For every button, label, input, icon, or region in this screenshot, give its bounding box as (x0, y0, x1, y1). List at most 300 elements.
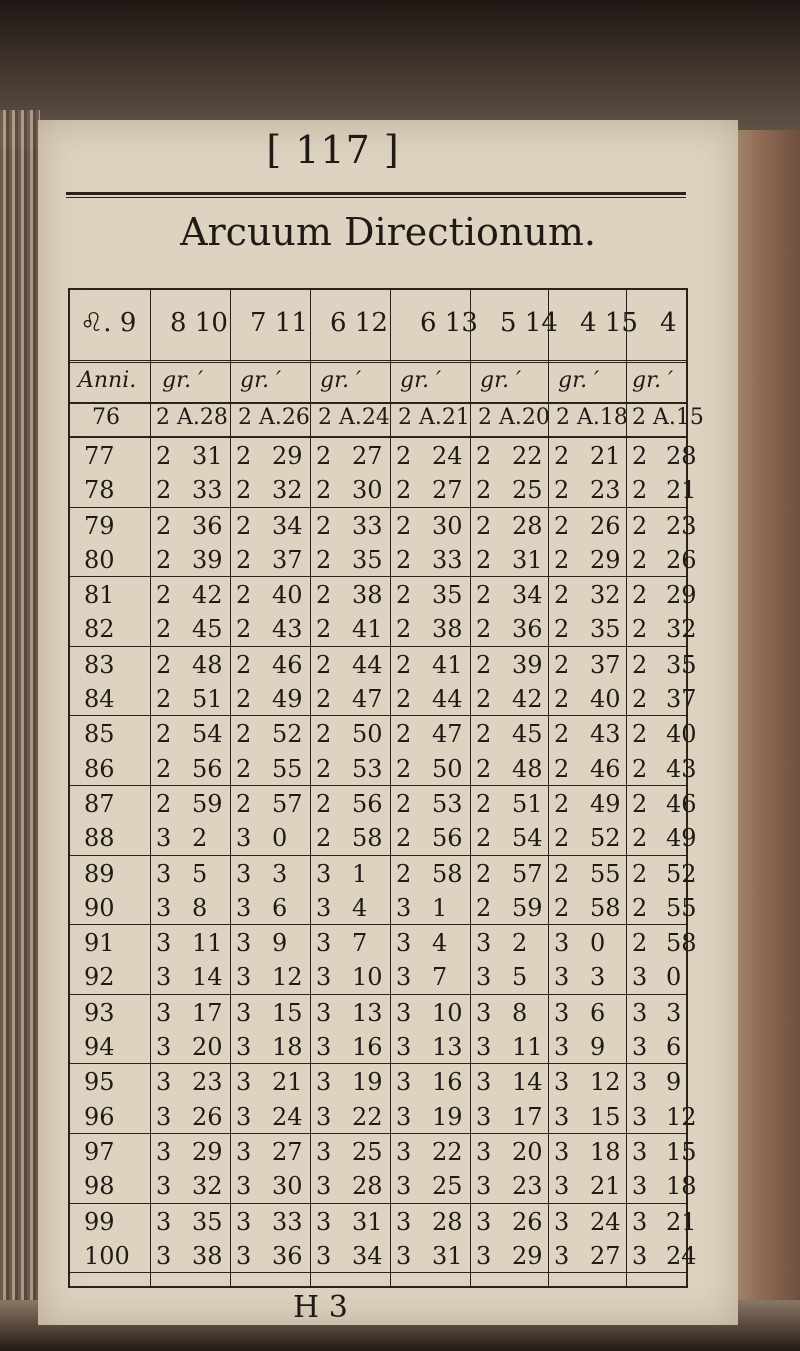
degree-cell: 2 (396, 789, 412, 818)
table-row (70, 1029, 686, 1064)
degree-cell: 3 (554, 1102, 570, 1131)
year-cell: 81 (84, 581, 115, 610)
degree-cell: 2 (476, 789, 492, 818)
degree-cell: 2 (476, 893, 492, 922)
degree-cell: 2 (316, 789, 332, 818)
degree-cell: 2 (476, 442, 492, 470)
table-row (70, 820, 697, 855)
minute-cell: 24 (432, 442, 463, 470)
minute-cell: 7 (352, 929, 368, 958)
degree-cell: 2 (156, 789, 172, 818)
degree-cell: 3 (156, 1137, 172, 1166)
degree-cell: 3 (396, 893, 412, 922)
year-cell: 89 (84, 859, 115, 888)
minute-cell: 12 (272, 963, 303, 992)
degree-cell: 3 (476, 998, 492, 1027)
degree-cell: 2 (236, 615, 252, 644)
minute-cell: 25 (352, 1137, 383, 1166)
minute-cell: 0 (590, 929, 606, 958)
degree-cell: 2 (316, 476, 332, 505)
minute-cell: 6 (272, 893, 288, 922)
minute-cell: 13 (352, 998, 383, 1027)
degree-cell: 3 (316, 893, 332, 922)
degree-cell: 3 (156, 963, 172, 992)
degree-cell: 2 (632, 859, 648, 888)
degree-cell: 2 (632, 545, 648, 574)
year-cell: 83 (84, 650, 115, 679)
minute-cell: 15 (590, 1102, 621, 1131)
degree-cell: 2 (476, 859, 492, 888)
degree-cell: 3 (236, 1207, 252, 1236)
table-row (70, 681, 697, 716)
degree-cell: 3 (554, 1137, 570, 1166)
degree-cell: 2 (396, 476, 412, 505)
degree-cell: 2 (632, 615, 648, 644)
degree-cell: 2 (396, 545, 412, 574)
degree-cell: 3 (396, 998, 412, 1027)
degree-cell: 2 (554, 511, 570, 540)
year-cell: 94 (84, 1033, 115, 1062)
value-cell: 2 A.20 (478, 405, 550, 430)
degree-cell: 3 (554, 963, 570, 992)
degree-cell: 2 (396, 720, 412, 749)
degree-cell: 2 (156, 754, 172, 783)
minute-cell: 6 (666, 1033, 682, 1062)
minute-cell: 22 (352, 1102, 383, 1131)
minute-cell: 40 (590, 685, 621, 714)
minute-cell: 47 (432, 720, 463, 749)
minute-cell: 3 (272, 859, 288, 888)
degree-cell: 2 (396, 685, 412, 714)
unit-cell: gr. ′ (240, 368, 282, 393)
degree-cell: 2 (236, 442, 252, 470)
degree-cell: 2 (156, 581, 172, 610)
degree-cell: 3 (316, 1033, 332, 1062)
year-cell: 93 (84, 998, 115, 1027)
minute-cell: 58 (352, 824, 383, 853)
minute-cell: 22 (432, 1137, 463, 1166)
minute-cell: 43 (590, 720, 621, 749)
minute-cell: 6 (590, 998, 606, 1027)
table-row (70, 716, 697, 750)
minute-cell: 27 (590, 1241, 621, 1270)
degree-cell: 3 (396, 929, 412, 958)
minute-cell: 32 (666, 615, 697, 644)
minute-cell: 29 (666, 581, 697, 610)
degree-cell: 3 (316, 963, 332, 992)
degree-cell: 3 (236, 1172, 252, 1201)
degree-cell: 3 (316, 1207, 332, 1236)
table-row (70, 995, 686, 1029)
minute-cell: 29 (192, 1137, 223, 1166)
table-row (70, 786, 697, 820)
degree-cell: 3 (156, 1102, 172, 1131)
degree-cell: 2 (554, 824, 570, 853)
minute-cell: 48 (192, 650, 223, 679)
degree-cell: 3 (236, 963, 252, 992)
year-cell: 100 (84, 1241, 130, 1270)
minute-cell: 24 (272, 1102, 303, 1131)
degree-cell: 2 (156, 545, 172, 574)
degree-cell: 3 (396, 1172, 412, 1201)
directions-table (68, 288, 704, 1288)
value-cell: 2 A.26 (238, 405, 310, 430)
signature-mark: H 3 (293, 1290, 348, 1325)
minute-cell: 38 (192, 1241, 223, 1270)
value-cell: 2 A.21 (398, 405, 470, 430)
minute-cell: 2 (512, 929, 528, 958)
degree-cell: 3 (476, 1241, 492, 1270)
minute-cell: 53 (432, 789, 463, 818)
degree-cell: 3 (396, 1241, 412, 1270)
degree-cell: 2 (156, 442, 172, 470)
degree-cell: 2 (316, 720, 332, 749)
book-left-page-edges (0, 110, 40, 1340)
sign-cell: ♌︎. 9 (80, 308, 137, 338)
degree-cell: 3 (396, 1068, 412, 1097)
minute-cell: 26 (590, 511, 621, 540)
minute-cell: 37 (666, 685, 697, 714)
degree-cell: 2 (554, 442, 570, 470)
value-cell: 2 A.24 (318, 405, 390, 430)
minute-cell: 49 (590, 789, 621, 818)
degree-cell: 3 (316, 1102, 332, 1131)
minute-cell: 44 (352, 650, 383, 679)
minute-cell: 54 (512, 824, 543, 853)
minute-cell: 4 (352, 893, 368, 922)
minute-cell: 33 (272, 1207, 303, 1236)
degree-cell: 3 (476, 1207, 492, 1236)
minute-cell: 30 (432, 511, 463, 540)
degree-cell: 3 (236, 1102, 252, 1131)
minute-cell: 14 (192, 963, 223, 992)
degree-cell: 2 (236, 685, 252, 714)
degree-cell: 2 (236, 476, 252, 505)
minute-cell: 18 (590, 1137, 621, 1166)
minute-cell: 59 (512, 893, 543, 922)
table-row (70, 1099, 697, 1134)
degree-cell: 3 (156, 1172, 172, 1201)
minute-cell: 21 (666, 1207, 697, 1236)
degree-cell: 3 (632, 1033, 648, 1062)
year-cell: 90 (84, 893, 115, 922)
table-row (70, 959, 686, 994)
degree-cell: 2 (554, 789, 570, 818)
degree-cell: 2 (476, 581, 492, 610)
degree-cell: 3 (554, 1172, 570, 1201)
degree-cell: 3 (316, 1068, 332, 1097)
degree-cell: 2 (156, 720, 172, 749)
degree-cell: 2 (156, 476, 172, 505)
minute-cell: 17 (192, 998, 223, 1027)
degree-cell: 2 (554, 650, 570, 679)
minute-cell: 13 (432, 1033, 463, 1062)
degree-cell: 2 (554, 685, 570, 714)
degree-cell: 3 (476, 1068, 492, 1097)
degree-cell: 3 (236, 929, 252, 958)
minute-cell: 38 (352, 581, 383, 610)
minute-cell: 23 (590, 476, 621, 505)
degree-cell: 2 (476, 685, 492, 714)
minute-cell: 19 (352, 1068, 383, 1097)
minute-cell: 19 (432, 1102, 463, 1131)
minute-cell: 54 (192, 720, 223, 749)
degree-cell: 3 (236, 1241, 252, 1270)
degree-cell: 3 (236, 1068, 252, 1097)
minute-cell: 34 (272, 511, 303, 540)
degree-cell: 2 (554, 581, 570, 610)
book-right-edge (735, 130, 800, 1350)
degree-cell: 3 (156, 824, 172, 853)
degree-cell: 2 (632, 893, 648, 922)
minute-cell: 3 (666, 998, 682, 1027)
minute-cell: 12 (666, 1102, 697, 1131)
degree-cell: 2 (236, 511, 252, 540)
unit-cell: Anni. (78, 368, 137, 393)
degree-cell: 3 (236, 998, 252, 1027)
minute-cell: 53 (352, 754, 383, 783)
minute-cell: 38 (432, 615, 463, 644)
degree-cell: 2 (632, 720, 648, 749)
minute-cell: 49 (272, 685, 303, 714)
degree-cell: 3 (316, 1241, 332, 1270)
year-cell: 76 (92, 405, 120, 430)
minute-cell: 28 (432, 1207, 463, 1236)
year-cell: 80 (84, 545, 115, 574)
year-cell: 92 (84, 963, 115, 992)
table-row (70, 1204, 697, 1238)
minute-cell: 7 (432, 963, 448, 992)
minute-cell: 56 (192, 754, 223, 783)
degree-cell: 2 (632, 824, 648, 853)
year-cell: 96 (84, 1102, 115, 1131)
minute-cell: 58 (590, 893, 621, 922)
minute-cell: 20 (512, 1137, 543, 1166)
degree-cell: 3 (316, 859, 332, 888)
degree-cell: 2 (236, 545, 252, 574)
minute-cell: 33 (192, 476, 223, 505)
minute-cell: 22 (512, 442, 543, 470)
value-cell: 2 A.28 (156, 405, 228, 430)
minute-cell: 45 (512, 720, 543, 749)
minute-cell: 31 (352, 1207, 383, 1236)
degree-cell: 2 (476, 476, 492, 505)
degree-cell: 2 (476, 824, 492, 853)
minute-cell: 21 (590, 1172, 621, 1201)
degree-cell: 3 (476, 929, 492, 958)
minute-cell: 35 (192, 1207, 223, 1236)
year-cell: 78 (84, 476, 115, 505)
minute-cell: 58 (666, 929, 697, 958)
minute-cell: 55 (272, 754, 303, 783)
minute-cell: 10 (352, 963, 383, 992)
degree-cell: 2 (316, 685, 332, 714)
sign-cell: 6 12 (330, 308, 388, 338)
sign-cell: 4 (660, 308, 677, 338)
degree-cell: 2 (632, 789, 648, 818)
minute-cell: 42 (192, 581, 223, 610)
degree-cell: 3 (554, 1241, 570, 1270)
minute-cell: 10 (432, 998, 463, 1027)
degree-cell: 3 (396, 1207, 412, 1236)
degree-cell: 2 (236, 754, 252, 783)
minute-cell: 33 (432, 545, 463, 574)
degree-cell: 2 (316, 581, 332, 610)
degree-cell: 2 (396, 824, 412, 853)
unit-cell: gr. ′ (400, 368, 442, 393)
minute-cell: 40 (272, 581, 303, 610)
table-row (70, 611, 697, 646)
minute-cell: 37 (590, 650, 621, 679)
minute-cell: 29 (272, 442, 303, 470)
minute-cell: 39 (192, 545, 223, 574)
minute-cell: 29 (590, 545, 621, 574)
degree-cell: 2 (554, 720, 570, 749)
minute-cell: 23 (512, 1172, 543, 1201)
degree-cell: 2 (554, 615, 570, 644)
minute-cell: 45 (192, 615, 223, 644)
minute-cell: 31 (512, 545, 543, 574)
minute-cell: 5 (512, 963, 528, 992)
column-divider (470, 290, 471, 1286)
minute-cell: 34 (512, 581, 543, 610)
degree-cell: 3 (236, 859, 252, 888)
degree-cell: 2 (316, 824, 332, 853)
minute-cell: 58 (432, 859, 463, 888)
year-cell: 82 (84, 615, 115, 644)
unit-cell: gr. ′ (632, 368, 674, 393)
minute-cell: 21 (666, 476, 697, 505)
minute-cell: 52 (666, 859, 697, 888)
table-row (70, 751, 697, 786)
minute-cell: 41 (432, 650, 463, 679)
minute-cell: 27 (272, 1137, 303, 1166)
minute-cell: 26 (666, 545, 697, 574)
table-row (70, 1168, 697, 1203)
minute-cell: 40 (666, 720, 697, 749)
degree-cell: 3 (476, 1102, 492, 1131)
minute-cell: 5 (192, 859, 208, 888)
degree-cell: 3 (396, 1102, 412, 1131)
table-row (70, 890, 697, 925)
degree-cell: 3 (156, 1033, 172, 1062)
minute-cell: 41 (352, 615, 383, 644)
minute-cell: 28 (352, 1172, 383, 1201)
minute-cell: 27 (352, 442, 383, 470)
degree-cell: 2 (554, 893, 570, 922)
minute-cell: 9 (272, 929, 288, 958)
year-cell: 77 (84, 442, 115, 470)
minute-cell: 44 (432, 685, 463, 714)
table-row (70, 472, 697, 507)
header-rule (66, 192, 686, 195)
minute-cell: 50 (352, 720, 383, 749)
minute-cell: 42 (512, 685, 543, 714)
degree-cell: 2 (236, 650, 252, 679)
header-rule-thin (66, 197, 686, 198)
degree-cell: 2 (316, 442, 332, 470)
degree-cell: 2 (476, 615, 492, 644)
minute-cell: 55 (666, 893, 697, 922)
degree-cell: 2 (396, 581, 412, 610)
degree-cell: 3 (236, 893, 252, 922)
year-cell: 99 (84, 1207, 115, 1236)
degree-cell: 3 (316, 998, 332, 1027)
degree-cell: 2 (156, 650, 172, 679)
minute-cell: 39 (512, 650, 543, 679)
minute-cell: 43 (666, 754, 697, 783)
minute-cell: 32 (272, 476, 303, 505)
minute-cell: 0 (666, 963, 682, 992)
degree-cell: 2 (554, 476, 570, 505)
table-units-header (70, 362, 686, 404)
minute-cell: 8 (512, 998, 528, 1027)
unit-cell: gr. ′ (558, 368, 600, 393)
column-divider (548, 290, 549, 1286)
page-number: [ 117 ] (266, 128, 400, 172)
minute-cell: 28 (666, 442, 697, 470)
minute-cell: 56 (432, 824, 463, 853)
minute-cell: 46 (590, 754, 621, 783)
degree-cell: 2 (396, 650, 412, 679)
minute-cell: 23 (666, 511, 697, 540)
degree-cell: 2 (632, 754, 648, 783)
minute-cell: 28 (512, 511, 543, 540)
year-cell: 91 (84, 929, 115, 958)
minute-cell: 48 (512, 754, 543, 783)
year-cell: 87 (84, 789, 115, 818)
minute-cell: 27 (432, 476, 463, 505)
table-row (70, 438, 697, 472)
minute-cell: 32 (192, 1172, 223, 1201)
book-page (38, 120, 738, 1325)
year-cell: 86 (84, 754, 115, 783)
minute-cell: 35 (666, 650, 697, 679)
degree-cell: 2 (476, 511, 492, 540)
degree-cell: 2 (476, 754, 492, 783)
minute-cell: 30 (352, 476, 383, 505)
degree-cell: 2 (554, 545, 570, 574)
unit-cell: gr. ′ (162, 368, 204, 393)
degree-cell: 2 (476, 650, 492, 679)
degree-cell: 2 (156, 685, 172, 714)
degree-cell: 2 (156, 615, 172, 644)
degree-cell: 3 (632, 963, 648, 992)
value-cell: 2 A.15 (632, 405, 704, 430)
minute-cell: 24 (666, 1241, 697, 1270)
minute-cell: 26 (192, 1102, 223, 1131)
table-row (70, 1134, 697, 1168)
sign-cell: 5 14 (500, 308, 558, 338)
minute-cell: 21 (590, 442, 621, 470)
degree-cell: 3 (632, 1172, 648, 1201)
column-divider (310, 290, 311, 1286)
table-row (70, 577, 697, 611)
minute-cell: 15 (272, 998, 303, 1027)
minute-cell: 9 (666, 1068, 682, 1097)
minute-cell: 33 (352, 511, 383, 540)
degree-cell: 3 (476, 1033, 492, 1062)
degree-cell: 2 (396, 615, 412, 644)
minute-cell: 9 (590, 1033, 606, 1062)
degree-cell: 3 (156, 859, 172, 888)
year-cell: 97 (84, 1137, 115, 1166)
minute-cell: 35 (432, 581, 463, 610)
table-row-76 (70, 402, 704, 438)
degree-cell: 3 (316, 1172, 332, 1201)
degree-cell: 3 (156, 929, 172, 958)
degree-cell: 2 (316, 511, 332, 540)
